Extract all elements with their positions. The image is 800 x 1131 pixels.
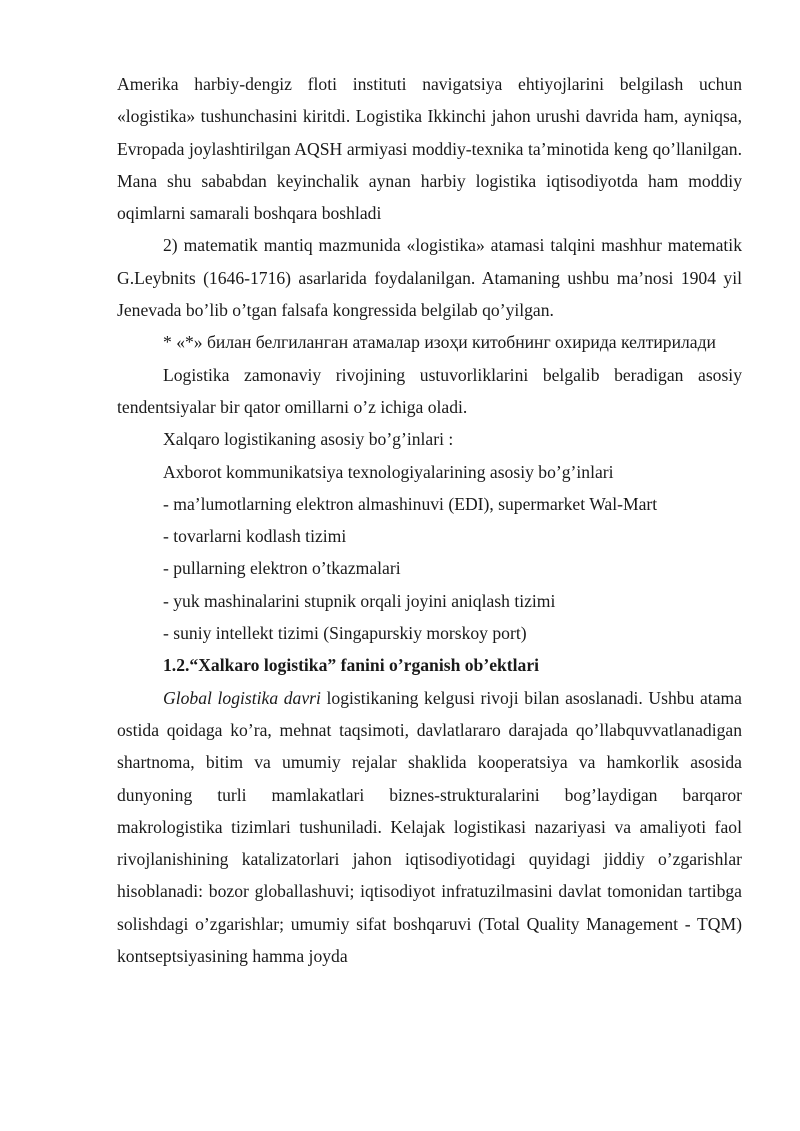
list-subtitle: Axborot kommunikatsiya texnologiyalarining asosiy bo’g’inlari (163, 461, 614, 482)
list-item: - tovarlarni kodlash tizimi (163, 526, 347, 547)
paragraph-footnote-note: * «*» билан белгиланган атамалар изоҳи китобнинг охирида келтирилади (163, 332, 716, 353)
list-item: - suniy intellekt tizimi (Singapurskiy morskoy port) (163, 623, 527, 644)
paragraph-global-logistics (117, 682, 742, 973)
list-item: - ma’lumotlarning elektron almashinuvi (EDI), supermarket Wal-Mart (163, 493, 658, 514)
paragraph-tendencies: Logistika zamonaviy rivojining ustuvorliklarini belgalib beradigan asosiy tendentsiyalar bir qator omillarni o’z ichiga oladi. (117, 364, 742, 417)
list-item: - yuk mashinalarini stupnik orqali joyini aniqlash tizimi (163, 590, 556, 611)
term-global-logistics: Global logistika davri (163, 687, 321, 708)
paragraph-intro: Amerika harbiy-dengiz floti instituti navigatsiya ehtiyojlarini belgilash uchun «logistika» tushunchasini kiritdi. Logistika Ikkinchi jahon urushi davrida ham, ayniqsa, Evropada joylashtirilgan AQSH armiyasi moddiy-texnika ta’minotida keng qo’llanilgan. Mana shu sababdan keyinchalik aynan harbiy logistika iqtisodiyotda ham moddiy oqimlarni samarali boshqara boshladi (117, 74, 742, 224)
text-body (117, 68, 742, 972)
paragraph-global-logistics-text: logistikaning kelgusi rivoji bilan asoslanadi. Ushbu atama ostida qoidaga ko’ra, mehnat taqsimoti, davlatlararo darajada qo’llabquvvatlanadigan shartnoma, bitim va umumiy rejalar shaklida kooperatsiya va hamkorlik asosida dunyoning turli mamlakatlari biznes-strukturalarini bog’laydigan barqaror makrologistika tizimlari tushuniladi. Kelajak logistikasi nazariyasi va amaliyoti faol rivojlanishining katalizatorlari jahon iqtisodiyotidagi quyidagi jiddiy o’zgarishlar hisoblanadi: bozor globallashuvi; iqtisodiyot infratuzilmasini davlat tomonidan tartibga solishdagi o’zgarishlar; umumiy sifat boshqaruvi (Total Quality Management - TQM) kontseptsiyasining hamma joyda (117, 687, 742, 967)
section-heading: 1.2.“Xalkaro logistika” fanini o’rganish ob’ektlari (163, 655, 540, 676)
paragraph-math-logic: 2) matematik mantiq mazmunida «logistika» atamasi talqini mashhur matematik G.Leybnits (1646-1716) asarlarida foydalanilgan. Atamaning ushbu ma’nosi 1904 yil Jenevada bo’lib o’tgan falsafa kongressida belgilab qo’yilgan. (117, 235, 742, 321)
list-title: Xalqaro logistikaning asosiy bo’g’inlari : (163, 429, 454, 450)
list-item: - pullarning elektron o’tkazmalari (163, 558, 401, 579)
